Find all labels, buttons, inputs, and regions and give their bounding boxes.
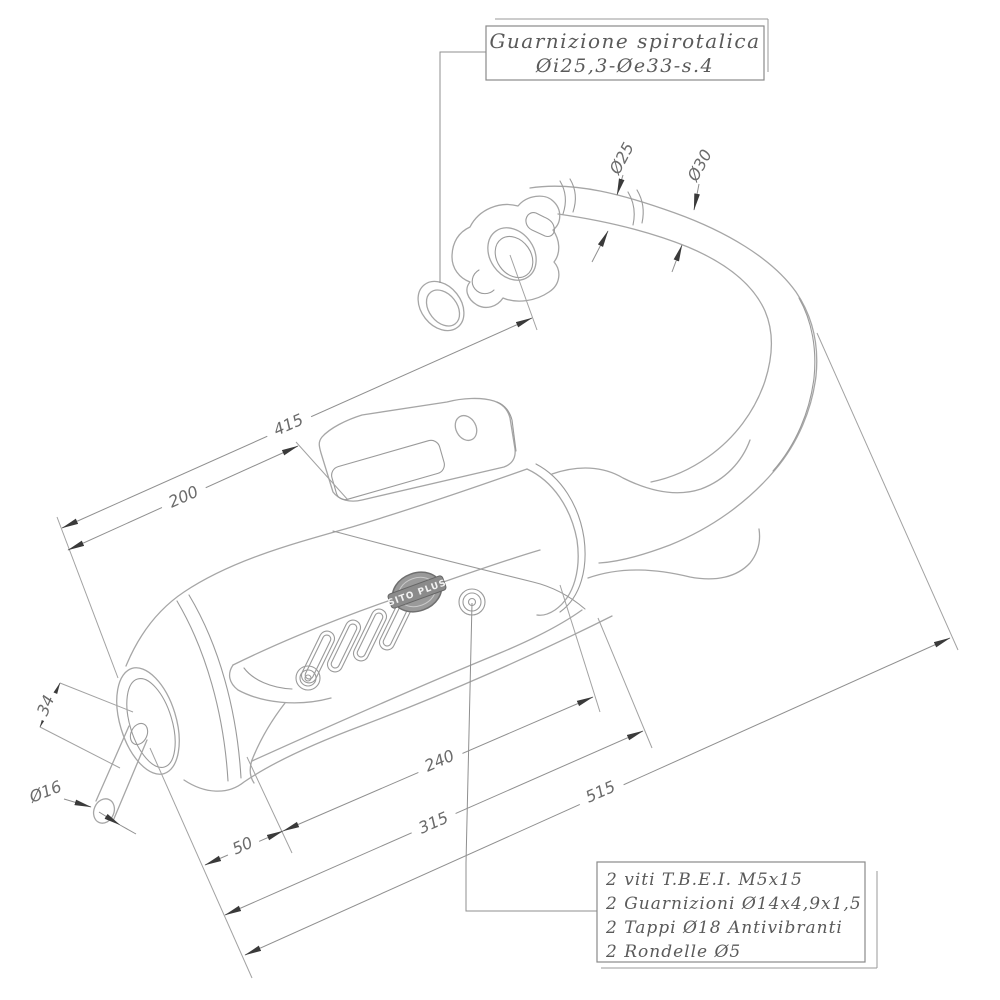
heat-shield-right-edge (333, 531, 585, 609)
flange-hook-slot (472, 270, 494, 294)
gasket-callout (440, 19, 768, 283)
header-pipe (530, 179, 817, 579)
witness-stub-lower (40, 727, 120, 768)
witness-stub-upper (60, 683, 133, 712)
parts-leader-line (466, 603, 597, 911)
tailpipe-upper-edge (96, 726, 129, 801)
gasket-outer-ring (409, 272, 474, 339)
leader-d25-top (617, 175, 623, 195)
parts-line-4: 2 Rondelle Ø5 (606, 942, 742, 962)
dimension-labels (26, 139, 716, 861)
parts-line-1: 2 viti T.B.E.I. M5x15 (606, 870, 803, 890)
tailpipe-root-ring (127, 721, 151, 748)
flange-bore-outer (478, 218, 546, 289)
witness-tail-bottom (150, 748, 252, 978)
pipe-flare-bottom-wave (588, 529, 760, 579)
witness-flange (510, 255, 537, 330)
muffler-right-cap-seam (536, 464, 585, 612)
parts-line-2: 2 Guarnizioni Ø14x4,9x1,5 (606, 894, 862, 914)
bracket-right-fold (497, 402, 516, 451)
bracket-hole (451, 412, 481, 444)
heat-shield-upper-edge (233, 550, 540, 665)
muffler-endcap-outer-rim (105, 660, 191, 782)
rivet-left (296, 666, 320, 690)
pipe-double-wall-line (773, 298, 815, 471)
bracket-recess (329, 438, 446, 502)
dim-label-200: 200 (165, 481, 202, 512)
witness-body-near-end (560, 585, 600, 712)
leader-d30-top (694, 184, 699, 210)
witness-pipe-right (817, 333, 958, 650)
flange-plate-outline (452, 196, 560, 307)
parts-line-3: 2 Tappi Ø18 Antivibranti (606, 918, 843, 938)
dim-label-34: 34 (32, 692, 59, 719)
heat-shield-lower-edge (252, 610, 582, 761)
leader-d16-upper (64, 799, 91, 807)
heat-shield (230, 531, 585, 783)
dim-label-d25: Ø25 (605, 139, 638, 178)
bracket-outline (319, 398, 515, 501)
vent-slot-3 (351, 607, 389, 664)
muffler-body (90, 464, 612, 826)
parts-callout (466, 603, 877, 968)
dim-label-515: 515 (582, 776, 619, 807)
pipe-seam-joint-a (628, 192, 634, 225)
dim-label-d16: Ø16 (26, 776, 65, 807)
brand-badge (382, 564, 453, 621)
dim-label-415: 415 (270, 409, 307, 440)
pipe-outer-edge (530, 186, 817, 563)
gasket-callout-line1: Guarnizione spirotalica (489, 29, 761, 53)
muffler-bottom-edge (184, 616, 612, 791)
leader-d30-bottom (672, 245, 682, 272)
witness-body-far-end (598, 618, 652, 748)
heat-shield-beak-crease (244, 668, 292, 689)
heat-shield-left-edge (250, 703, 285, 783)
muffler-cone-seam-inner (189, 595, 241, 778)
leader-d16-tail (120, 825, 136, 834)
pipe-seam-flange-b (570, 179, 575, 212)
dim-label-315: 315 (415, 807, 452, 838)
gasket-leader-line (440, 52, 486, 283)
dim-label-d30: Ø30 (683, 146, 716, 185)
leader-d25-bottom (592, 231, 608, 262)
witness-bracket-corner (296, 442, 348, 500)
flange-ear-slot (526, 213, 555, 237)
muffler-cone-seam-outer (177, 601, 228, 781)
badge-label: SITO PLUS (386, 578, 449, 609)
vent-slot-2 (325, 618, 363, 675)
muffler-right-cap-edge (527, 469, 578, 615)
spiral-gasket (409, 272, 474, 339)
flange-bore-inner (487, 229, 540, 285)
mounting-bracket (319, 398, 516, 501)
muffler-endcap-inner-rim (117, 673, 184, 773)
dim-label-50: 50 (229, 832, 256, 859)
pipe-seam-joint-b (637, 190, 643, 223)
gasket-callout-line2: Øi25,3-Øe33-s.4 (535, 55, 715, 77)
exhaust-flange (452, 196, 560, 307)
dim-label-240: 240 (421, 745, 458, 776)
tailpipe-end-mouth (90, 796, 118, 827)
pipe-inner-edge (558, 214, 771, 482)
